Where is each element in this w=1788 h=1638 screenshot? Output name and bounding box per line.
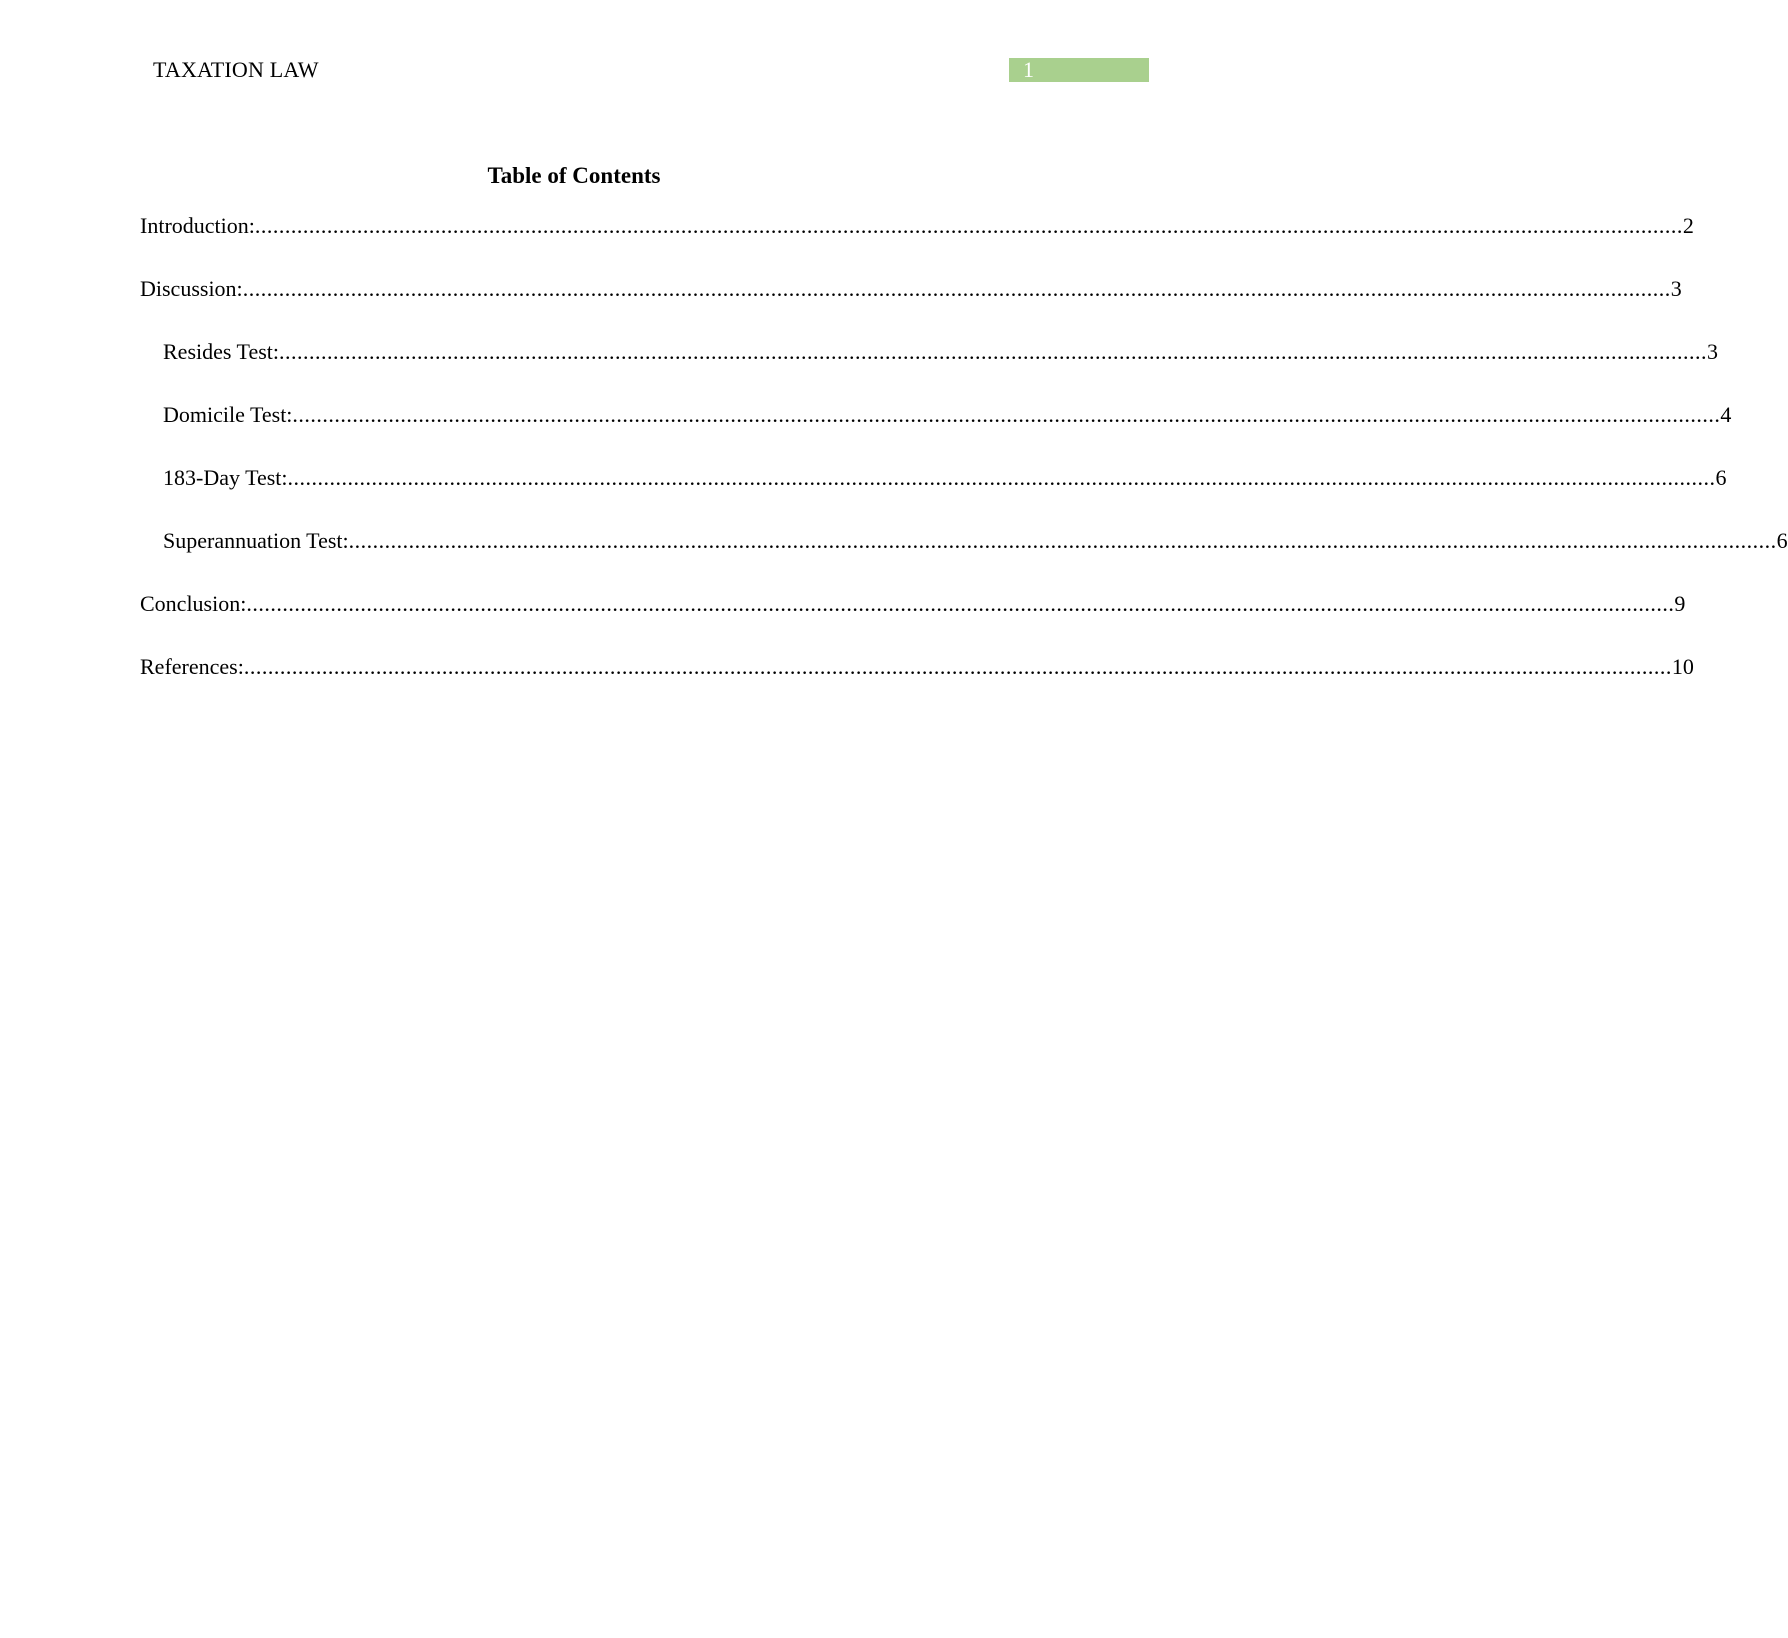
toc-entry-label: Introduction:: [140, 213, 255, 238]
running-header-title: TAXATION LAW: [153, 57, 319, 82]
toc-dot-leader: ..............................................................................................................................................................................................................................................: [279, 339, 1707, 364]
toc-entry-label: Discussion:: [140, 276, 243, 301]
toc-page-number: 9: [1674, 591, 1686, 616]
toc-entry-label: References:: [140, 654, 244, 679]
toc-dot-leader: ..............................................................................................................................................................................................................................................: [292, 402, 1721, 427]
toc-heading: Table of Contents: [487, 163, 661, 188]
toc-entry-label: Domicile Test:: [163, 402, 293, 427]
toc-dot-leader: ..............................................................................................................................................................................................................................................: [287, 465, 1716, 490]
toc-dot-leader: ..............................................................................................................................................................................................................................................: [254, 213, 1683, 238]
toc-dot-leader: ..............................................................................................................................................................................................................................................: [242, 276, 1671, 301]
toc-entry-label: 183-Day Test:: [163, 465, 288, 490]
toc-page-number: 2: [1682, 213, 1694, 238]
toc-entry-discussion[interactable]: [140, 275, 1682, 338]
page-number: 1: [1023, 57, 1034, 82]
toc-entry-conclusion[interactable]: [140, 590, 1686, 653]
toc-page-number: 6: [1715, 465, 1727, 490]
toc-entry-label: Conclusion:: [140, 591, 247, 616]
toc-page-number: 3: [1707, 339, 1718, 364]
toc-entry-references[interactable]: [140, 653, 1694, 716]
toc-entry-domicile-test[interactable]: [140, 401, 1732, 464]
toc-entry-label: Superannuation Test:: [163, 528, 349, 553]
toc-page-number: 10: [1671, 654, 1694, 679]
page-number-badge: [1009, 58, 1149, 82]
toc-entry-label: Resides Test:: [163, 339, 279, 364]
table-of-contents: [140, 212, 1788, 716]
toc-dot-leader: ..............................................................................................................................................................................................................................................: [348, 528, 1777, 553]
toc-dot-leader: ..............................................................................................................................................................................................................................................: [243, 654, 1672, 679]
toc-entry-superannuation-test[interactable]: [140, 527, 1788, 590]
toc-page-number: 6: [1776, 528, 1788, 553]
toc-dot-leader: ..............................................................................................................................................................................................................................................: [246, 591, 1675, 616]
toc-entry-183-day-test[interactable]: [140, 464, 1727, 527]
toc-entry-introduction[interactable]: [140, 212, 1694, 275]
toc-page-number: 4: [1720, 402, 1732, 427]
toc-entry-resides-test[interactable]: [140, 338, 1718, 401]
toc-page-number: 3: [1670, 276, 1682, 301]
